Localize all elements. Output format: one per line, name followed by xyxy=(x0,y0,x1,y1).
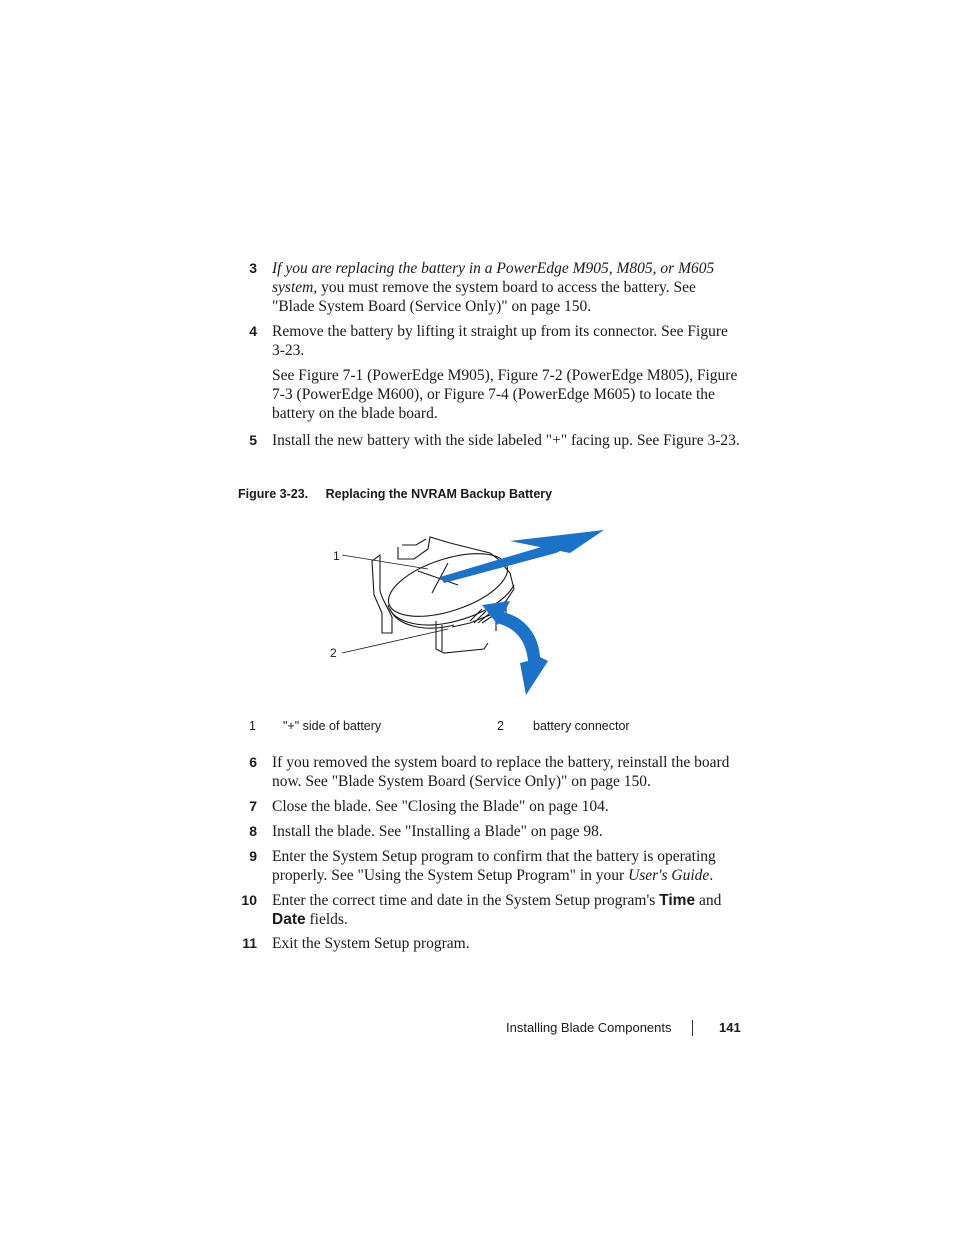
text-run: Install the blade. See "Installing a Blade" on page 98. xyxy=(272,823,603,840)
text-run: . xyxy=(709,867,714,884)
text-run: , you must remove the system board to access the battery. See "Blade System Board (Service Only)" on page 150. xyxy=(272,279,696,315)
page-number: 141 xyxy=(719,1020,741,1035)
step-number: 10 xyxy=(241,892,257,908)
step-text xyxy=(272,753,742,791)
step-number: 7 xyxy=(249,798,257,814)
legend-label-1: "+" side of battery xyxy=(283,719,382,733)
text-run: If you are replacing the battery in a PowerEdge M905, M805, or M605 system xyxy=(272,260,715,296)
text-run: Exit the System Setup program. xyxy=(272,935,470,952)
text-run: Enter the correct time and date in the System Setup program's xyxy=(272,892,660,909)
figure-number: Figure 3-23. xyxy=(238,487,309,501)
figure-caption xyxy=(238,487,552,501)
step-number: 3 xyxy=(249,260,257,276)
battery-illustration xyxy=(320,525,620,705)
callout-2: 2 xyxy=(330,646,337,660)
step-text xyxy=(272,259,742,316)
step-text xyxy=(272,847,742,885)
step-number: 5 xyxy=(249,432,257,448)
text-run: If you removed the system board to replace the battery, reinstall the board now. See "Blade System Board (Service Only)" on page 150. xyxy=(272,754,730,790)
text-run: Enter the System Setup program to confirm that the battery is operating properly. See "Using the System Setup Program" in your xyxy=(272,848,716,884)
rotate-arrow xyxy=(492,611,548,695)
step-number: 9 xyxy=(249,848,257,864)
step-text xyxy=(272,891,742,929)
legend-number-2: 2 xyxy=(497,719,504,733)
footer-section-title: Installing Blade Components xyxy=(506,1020,672,1035)
step-text xyxy=(272,322,742,360)
lift-arrow-head xyxy=(510,530,604,553)
text-run: fields. xyxy=(305,911,348,928)
footer-separator xyxy=(692,1020,693,1036)
legend-label-2: battery connector xyxy=(533,719,630,733)
step-number: 11 xyxy=(242,935,257,951)
field-name: Time xyxy=(659,892,696,909)
text-run: See Figure 7-1 (PowerEdge M905), Figure 7-2 (PowerEdge M805), Figure 7-3 (PowerEdge M600), or Figure 7-4 (PowerEdge M605) to locate the battery on the blade board. xyxy=(272,367,738,422)
figure-title: Replacing the NVRAM Backup Battery xyxy=(325,487,553,501)
text-run: User's Guide xyxy=(628,867,710,884)
field-name: Date xyxy=(272,911,306,928)
text-run: Install the new battery with the side labeled "+" facing up. See Figure 3-23. xyxy=(272,432,740,449)
step-text xyxy=(272,822,742,841)
step-text xyxy=(272,934,742,953)
callout-1: 1 xyxy=(333,549,340,563)
step-text xyxy=(272,797,742,816)
text-run: Close the blade. See "Closing the Blade" on page 104. xyxy=(272,798,609,815)
step-number: 8 xyxy=(249,823,257,839)
step-number: 6 xyxy=(249,754,257,770)
step-text xyxy=(272,366,742,423)
step-number: 4 xyxy=(249,323,257,339)
text-run: and xyxy=(695,892,722,909)
text-run: Remove the battery by lifting it straight up from its connector. See Figure 3-23. xyxy=(272,323,728,359)
step-text xyxy=(272,431,742,450)
legend-number-1: 1 xyxy=(249,719,256,733)
